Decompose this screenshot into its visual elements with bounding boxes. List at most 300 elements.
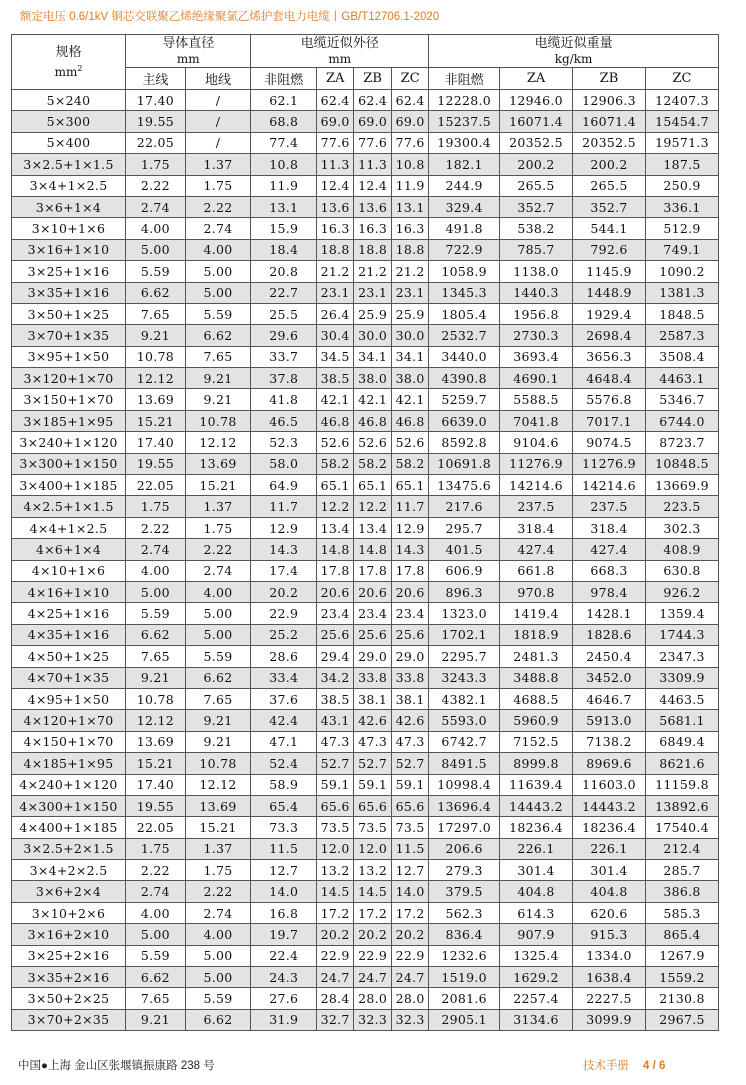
footer-address: 中国●上海 金山区张堰镇振康路 238 号	[18, 1060, 215, 1072]
cell-od-non-flame: 13.1	[251, 196, 317, 217]
cell-od-zc: 58.2	[392, 453, 429, 474]
cell-weight-non-flame: 217.6	[429, 496, 500, 517]
weight-header: 电缆近似重量 kg/km	[429, 35, 719, 68]
cell-weight-zc: 6744.0	[645, 410, 718, 431]
cell-weight-zc: 17540.4	[645, 817, 718, 838]
cell-od-non-flame: 10.8	[251, 154, 317, 175]
cell-weight-za: 785.7	[500, 239, 573, 260]
cell-earth-diameter: 9.21	[185, 731, 251, 752]
cell-main-diameter: 7.65	[126, 988, 186, 1009]
cell-weight-za: 3488.8	[500, 667, 573, 688]
cell-weight-non-flame: 896.3	[429, 581, 500, 602]
cell-weight-zb: 8969.6	[573, 753, 646, 774]
cell-od-zc: 17.8	[392, 560, 429, 581]
cell-main-diameter: 2.22	[126, 860, 186, 881]
cell-weight-za: 538.2	[500, 218, 573, 239]
cell-earth-diameter: 13.69	[185, 795, 251, 816]
cell-main-diameter: 9.21	[126, 667, 186, 688]
cell-main-diameter: 13.69	[126, 389, 186, 410]
cell-od-zb: 23.1	[354, 282, 392, 303]
cell-od-za: 14.5	[317, 881, 354, 902]
cell-od-za: 16.3	[317, 218, 354, 239]
cell-od-non-flame: 22.4	[251, 945, 317, 966]
cell-earth-diameter: 2.74	[185, 218, 251, 239]
cell-od-za: 23.4	[317, 603, 354, 624]
cell-od-za: 14.8	[317, 539, 354, 560]
cell-od-za: 52.7	[317, 753, 354, 774]
cell-od-non-flame: 58.0	[251, 453, 317, 474]
cell-spec: 3×185+1×95	[12, 410, 126, 431]
cell-od-non-flame: 16.8	[251, 902, 317, 923]
cell-weight-non-flame: 6639.0	[429, 410, 500, 431]
cell-earth-diameter: 10.78	[185, 753, 251, 774]
cell-weight-zc: 1848.5	[645, 303, 718, 324]
cell-od-zb: 20.2	[354, 924, 392, 945]
cell-spec: 3×95+1×50	[12, 346, 126, 367]
cell-main-diameter: 6.62	[126, 624, 186, 645]
cell-od-non-flame: 28.6	[251, 646, 317, 667]
cell-main-diameter: 2.74	[126, 881, 186, 902]
cell-weight-zc: 749.1	[645, 239, 718, 260]
cell-od-zc: 23.4	[392, 603, 429, 624]
cell-main-diameter: 2.74	[126, 196, 186, 217]
cell-weight-non-flame: 1519.0	[429, 967, 500, 988]
cell-od-zc: 38.1	[392, 688, 429, 709]
cell-spec: 3×150+1×70	[12, 389, 126, 410]
cell-main-diameter: 1.75	[126, 154, 186, 175]
cell-weight-non-flame: 12228.0	[429, 90, 500, 111]
table-row	[12, 753, 719, 774]
cable-spec-table	[11, 34, 719, 1031]
cell-main-diameter: 4.00	[126, 218, 186, 239]
cell-weight-zc: 408.9	[645, 539, 718, 560]
cell-earth-diameter: 1.37	[185, 496, 251, 517]
cell-earth-diameter: 12.12	[185, 432, 251, 453]
cell-od-zc: 21.2	[392, 261, 429, 282]
cell-weight-zb: 2698.4	[573, 325, 646, 346]
cell-earth-diameter: 6.62	[185, 325, 251, 346]
cell-weight-non-flame: 2905.1	[429, 1009, 500, 1030]
table-row	[12, 539, 719, 560]
cell-weight-zb: 1334.0	[573, 945, 646, 966]
cell-weight-non-flame: 10691.8	[429, 453, 500, 474]
cell-od-zc: 20.2	[392, 924, 429, 945]
cell-earth-diameter: 2.74	[185, 560, 251, 581]
cell-od-zc: 14.0	[392, 881, 429, 902]
cell-od-zb: 18.8	[354, 239, 392, 260]
cell-earth-diameter: 4.00	[185, 239, 251, 260]
cell-weight-za: 1419.4	[500, 603, 573, 624]
cell-od-zb: 30.0	[354, 325, 392, 346]
cell-weight-non-flame: 836.4	[429, 924, 500, 945]
cell-spec: 4×400+1×185	[12, 817, 126, 838]
cell-od-za: 77.6	[317, 132, 354, 153]
cell-weight-zb: 2450.4	[573, 646, 646, 667]
cell-od-zc: 23.1	[392, 282, 429, 303]
cell-earth-diameter: 2.74	[185, 902, 251, 923]
cell-spec: 3×120+1×70	[12, 368, 126, 389]
cell-weight-zc: 2967.5	[645, 1009, 718, 1030]
cell-earth-diameter: 5.00	[185, 967, 251, 988]
cell-earth-diameter: /	[185, 90, 251, 111]
table-row	[12, 218, 719, 239]
cell-od-za: 59.1	[317, 774, 354, 795]
cell-weight-non-flame: 2295.7	[429, 646, 500, 667]
table-row	[12, 325, 719, 346]
cell-earth-diameter: 5.59	[185, 646, 251, 667]
subheader-od-zb: ZB	[354, 68, 392, 90]
cell-weight-non-flame: 2081.6	[429, 988, 500, 1009]
cell-od-non-flame: 11.9	[251, 175, 317, 196]
cell-weight-zb: 915.3	[573, 924, 646, 945]
cell-weight-zc: 1090.2	[645, 261, 718, 282]
outer-diameter-header: 电缆近似外径 mm	[251, 35, 429, 68]
cell-od-zb: 13.6	[354, 196, 392, 217]
cell-spec: 3×25+1×16	[12, 261, 126, 282]
cell-weight-za: 661.8	[500, 560, 573, 581]
cell-weight-zc: 5681.1	[645, 710, 718, 731]
cell-weight-zc: 223.5	[645, 496, 718, 517]
cell-main-diameter: 5.59	[126, 945, 186, 966]
cell-spec: 3×16+1×10	[12, 239, 126, 260]
cell-main-diameter: 7.65	[126, 646, 186, 667]
cell-earth-diameter: 6.62	[185, 667, 251, 688]
cell-weight-za: 5588.5	[500, 389, 573, 410]
cell-spec: 4×35+1×16	[12, 624, 126, 645]
cell-weight-zb: 4648.4	[573, 368, 646, 389]
cell-weight-zc: 187.5	[645, 154, 718, 175]
cell-od-za: 38.5	[317, 688, 354, 709]
cell-weight-non-flame: 5593.0	[429, 710, 500, 731]
cell-weight-non-flame: 1805.4	[429, 303, 500, 324]
cell-od-non-flame: 12.9	[251, 517, 317, 538]
cell-weight-za: 2257.4	[500, 988, 573, 1009]
cell-weight-zc: 5346.7	[645, 389, 718, 410]
cell-weight-zc: 1744.3	[645, 624, 718, 645]
cell-od-zc: 52.6	[392, 432, 429, 453]
cell-od-zb: 21.2	[354, 261, 392, 282]
cell-weight-za: 4690.1	[500, 368, 573, 389]
subheader-earth-conductor: 地线	[185, 68, 251, 90]
cell-od-zb: 46.8	[354, 410, 392, 431]
cell-main-diameter: 22.05	[126, 817, 186, 838]
cell-main-diameter: 2.74	[126, 539, 186, 560]
cell-od-non-flame: 73.3	[251, 817, 317, 838]
cell-od-zc: 25.9	[392, 303, 429, 324]
cell-weight-zc: 8723.7	[645, 432, 718, 453]
table-row	[12, 175, 719, 196]
cell-weight-non-flame: 19300.4	[429, 132, 500, 153]
cell-weight-non-flame: 8592.8	[429, 432, 500, 453]
cell-spec: 3×35+2×16	[12, 967, 126, 988]
cell-weight-zb: 318.4	[573, 517, 646, 538]
cell-od-zc: 12.7	[392, 860, 429, 881]
table-row	[12, 881, 719, 902]
table-row	[12, 731, 719, 752]
cell-weight-za: 11276.9	[500, 453, 573, 474]
table-row	[12, 581, 719, 602]
cell-od-za: 69.0	[317, 111, 354, 132]
cell-od-zc: 14.3	[392, 539, 429, 560]
table-row	[12, 667, 719, 688]
cell-weight-non-flame: 8491.5	[429, 753, 500, 774]
cell-od-zb: 16.3	[354, 218, 392, 239]
cell-weight-zc: 3508.4	[645, 346, 718, 367]
cell-weight-non-flame: 15237.5	[429, 111, 500, 132]
cell-earth-diameter: 5.00	[185, 624, 251, 645]
table-row	[12, 902, 719, 923]
cell-main-diameter: 6.62	[126, 282, 186, 303]
cell-od-za: 24.7	[317, 967, 354, 988]
cell-spec: 3×400+1×185	[12, 475, 126, 496]
cell-od-zc: 65.1	[392, 475, 429, 496]
table-row	[12, 967, 719, 988]
cell-weight-zc: 15454.7	[645, 111, 718, 132]
cell-od-za: 20.2	[317, 924, 354, 945]
cell-od-non-flame: 46.5	[251, 410, 317, 431]
table-row	[12, 389, 719, 410]
cell-weight-zc: 12407.3	[645, 90, 718, 111]
cell-weight-non-flame: 1702.1	[429, 624, 500, 645]
cell-od-zc: 42.1	[392, 389, 429, 410]
cell-weight-zb: 544.1	[573, 218, 646, 239]
cell-earth-diameter: 9.21	[185, 710, 251, 731]
cell-od-non-flame: 17.4	[251, 560, 317, 581]
cell-weight-zc: 13669.9	[645, 475, 718, 496]
cell-weight-zb: 1428.1	[573, 603, 646, 624]
cell-spec: 3×2.5+2×1.5	[12, 838, 126, 859]
cell-main-diameter: 12.12	[126, 368, 186, 389]
cell-weight-za: 1956.8	[500, 303, 573, 324]
cell-spec: 4×16+1×10	[12, 581, 126, 602]
cell-od-zb: 33.8	[354, 667, 392, 688]
cell-weight-zc: 512.9	[645, 218, 718, 239]
cell-spec: 3×50+2×25	[12, 988, 126, 1009]
cell-main-diameter: 13.69	[126, 731, 186, 752]
table-row	[12, 496, 719, 517]
cell-od-za: 32.7	[317, 1009, 354, 1030]
cell-weight-non-flame: 206.6	[429, 838, 500, 859]
cell-weight-zb: 237.5	[573, 496, 646, 517]
cell-spec: 5×300	[12, 111, 126, 132]
cell-od-zb: 12.4	[354, 175, 392, 196]
cell-main-diameter: 15.21	[126, 753, 186, 774]
cell-weight-za: 301.4	[500, 860, 573, 881]
cell-od-za: 58.2	[317, 453, 354, 474]
table-row	[12, 132, 719, 153]
cell-od-za: 13.6	[317, 196, 354, 217]
cell-earth-diameter: /	[185, 132, 251, 153]
cell-weight-zb: 265.5	[573, 175, 646, 196]
cell-weight-non-flame: 1345.3	[429, 282, 500, 303]
cell-weight-zb: 301.4	[573, 860, 646, 881]
cell-od-zb: 14.8	[354, 539, 392, 560]
cell-spec: 3×6+1×4	[12, 196, 126, 217]
cell-weight-zc: 1359.4	[645, 603, 718, 624]
cell-weight-zb: 1448.9	[573, 282, 646, 303]
cell-weight-zc: 13892.6	[645, 795, 718, 816]
footer-page-number: 4 / 6	[643, 1060, 666, 1072]
cell-od-zc: 29.0	[392, 646, 429, 667]
cell-weight-za: 907.9	[500, 924, 573, 945]
cell-weight-zb: 11276.9	[573, 453, 646, 474]
cell-spec: 3×35+1×16	[12, 282, 126, 303]
cell-od-za: 46.8	[317, 410, 354, 431]
cell-weight-za: 1818.9	[500, 624, 573, 645]
cell-main-diameter: 2.22	[126, 175, 186, 196]
cell-weight-zb: 792.6	[573, 239, 646, 260]
cell-od-non-flame: 12.7	[251, 860, 317, 881]
cell-od-non-flame: 22.7	[251, 282, 317, 303]
cell-od-zc: 33.8	[392, 667, 429, 688]
cell-weight-zc: 19571.3	[645, 132, 718, 153]
cell-weight-non-flame: 6742.7	[429, 731, 500, 752]
cell-od-za: 18.8	[317, 239, 354, 260]
cell-od-zb: 38.1	[354, 688, 392, 709]
cell-weight-zc: 3309.9	[645, 667, 718, 688]
cell-od-zb: 28.0	[354, 988, 392, 1009]
cell-spec: 4×240+1×120	[12, 774, 126, 795]
table-row	[12, 453, 719, 474]
cell-od-zc: 24.7	[392, 967, 429, 988]
cell-weight-zc: 285.7	[645, 860, 718, 881]
table-row	[12, 475, 719, 496]
cell-weight-zc: 2130.8	[645, 988, 718, 1009]
cell-od-zb: 14.5	[354, 881, 392, 902]
cell-weight-zc: 926.2	[645, 581, 718, 602]
cell-weight-za: 237.5	[500, 496, 573, 517]
cell-main-diameter: 5.00	[126, 239, 186, 260]
cell-od-zc: 22.9	[392, 945, 429, 966]
cell-weight-zc: 4463.5	[645, 688, 718, 709]
cell-weight-za: 318.4	[500, 517, 573, 538]
cell-weight-zb: 352.7	[573, 196, 646, 217]
cell-od-non-flame: 20.2	[251, 581, 317, 602]
cell-spec: 4×10+1×6	[12, 560, 126, 581]
cell-od-zc: 69.0	[392, 111, 429, 132]
cell-weight-za: 404.8	[500, 881, 573, 902]
cell-earth-diameter: 7.65	[185, 346, 251, 367]
cell-od-zc: 12.9	[392, 517, 429, 538]
cell-earth-diameter: 6.62	[185, 1009, 251, 1030]
cell-main-diameter: 7.65	[126, 303, 186, 324]
cell-weight-zb: 5913.0	[573, 710, 646, 731]
cell-main-diameter: 19.55	[126, 795, 186, 816]
cell-weight-zb: 9074.5	[573, 432, 646, 453]
cell-od-zc: 16.3	[392, 218, 429, 239]
cell-od-non-flame: 65.4	[251, 795, 317, 816]
cell-spec: 3×10+1×6	[12, 218, 126, 239]
cell-od-zb: 34.1	[354, 346, 392, 367]
cell-weight-zb: 3099.9	[573, 1009, 646, 1030]
cell-od-za: 43.1	[317, 710, 354, 731]
cell-earth-diameter: 5.00	[185, 261, 251, 282]
cell-od-zb: 59.1	[354, 774, 392, 795]
cell-od-za: 12.4	[317, 175, 354, 196]
cell-weight-non-flame: 13475.6	[429, 475, 500, 496]
cell-earth-diameter: 1.75	[185, 175, 251, 196]
cell-od-zb: 12.2	[354, 496, 392, 517]
cell-od-non-flame: 33.7	[251, 346, 317, 367]
cell-od-zb: 13.2	[354, 860, 392, 881]
cell-od-zb: 32.3	[354, 1009, 392, 1030]
cell-weight-za: 1440.3	[500, 282, 573, 303]
cell-od-za: 52.6	[317, 432, 354, 453]
cell-weight-non-flame: 17297.0	[429, 817, 500, 838]
cell-earth-diameter: 9.21	[185, 389, 251, 410]
cell-weight-zb: 1638.4	[573, 967, 646, 988]
cell-od-non-flame: 14.3	[251, 539, 317, 560]
cell-spec: 3×240+1×120	[12, 432, 126, 453]
cell-weight-non-flame: 4390.8	[429, 368, 500, 389]
cell-main-diameter: 22.05	[126, 475, 186, 496]
cell-od-za: 13.2	[317, 860, 354, 881]
cell-od-zb: 24.7	[354, 967, 392, 988]
cell-od-non-flame: 77.4	[251, 132, 317, 153]
cell-od-zb: 65.6	[354, 795, 392, 816]
cell-spec: 4×50+1×25	[12, 646, 126, 667]
cell-od-zc: 62.4	[392, 90, 429, 111]
cell-main-diameter: 4.00	[126, 560, 186, 581]
cell-weight-non-flame: 279.3	[429, 860, 500, 881]
cell-weight-zb: 427.4	[573, 539, 646, 560]
cell-weight-zb: 1929.4	[573, 303, 646, 324]
cell-od-zc: 11.9	[392, 175, 429, 196]
cell-weight-zb: 16071.4	[573, 111, 646, 132]
cell-od-za: 25.6	[317, 624, 354, 645]
cell-weight-non-flame: 606.9	[429, 560, 500, 581]
cell-main-diameter: 17.40	[126, 774, 186, 795]
cell-spec: 3×70+1×35	[12, 325, 126, 346]
cell-od-za: 34.2	[317, 667, 354, 688]
cell-weight-zb: 12906.3	[573, 90, 646, 111]
cell-spec: 3×10+2×6	[12, 902, 126, 923]
cell-od-za: 34.5	[317, 346, 354, 367]
cell-weight-zc: 2347.3	[645, 646, 718, 667]
table-header-row	[12, 35, 719, 68]
cell-weight-zb: 978.4	[573, 581, 646, 602]
subheader-weight-zb: ZB	[573, 68, 646, 90]
cell-od-za: 12.2	[317, 496, 354, 517]
cell-od-zc: 38.0	[392, 368, 429, 389]
table-row	[12, 368, 719, 389]
cell-od-zb: 29.0	[354, 646, 392, 667]
cell-od-zb: 42.1	[354, 389, 392, 410]
cell-weight-zb: 7138.2	[573, 731, 646, 752]
cell-od-non-flame: 25.2	[251, 624, 317, 645]
cell-od-non-flame: 42.4	[251, 710, 317, 731]
cell-main-diameter: 5.00	[126, 924, 186, 945]
cell-main-diameter: 17.40	[126, 90, 186, 111]
cell-weight-zb: 3656.3	[573, 346, 646, 367]
table-row	[12, 646, 719, 667]
cell-spec: 4×4+1×2.5	[12, 517, 126, 538]
subheader-main-conductor: 主线	[126, 68, 186, 90]
cell-od-zb: 38.0	[354, 368, 392, 389]
cell-weight-zc: 585.3	[645, 902, 718, 923]
cell-spec: 4×150+1×70	[12, 731, 126, 752]
cell-weight-zb: 404.8	[573, 881, 646, 902]
cell-weight-non-flame: 5259.7	[429, 389, 500, 410]
cell-weight-zb: 14214.6	[573, 475, 646, 496]
cell-weight-zb: 620.6	[573, 902, 646, 923]
cell-od-non-flame: 24.3	[251, 967, 317, 988]
cell-weight-za: 12946.0	[500, 90, 573, 111]
cell-weight-zb: 200.2	[573, 154, 646, 175]
cell-od-non-flame: 18.4	[251, 239, 317, 260]
cell-od-zb: 22.9	[354, 945, 392, 966]
cell-main-diameter: 10.78	[126, 688, 186, 709]
